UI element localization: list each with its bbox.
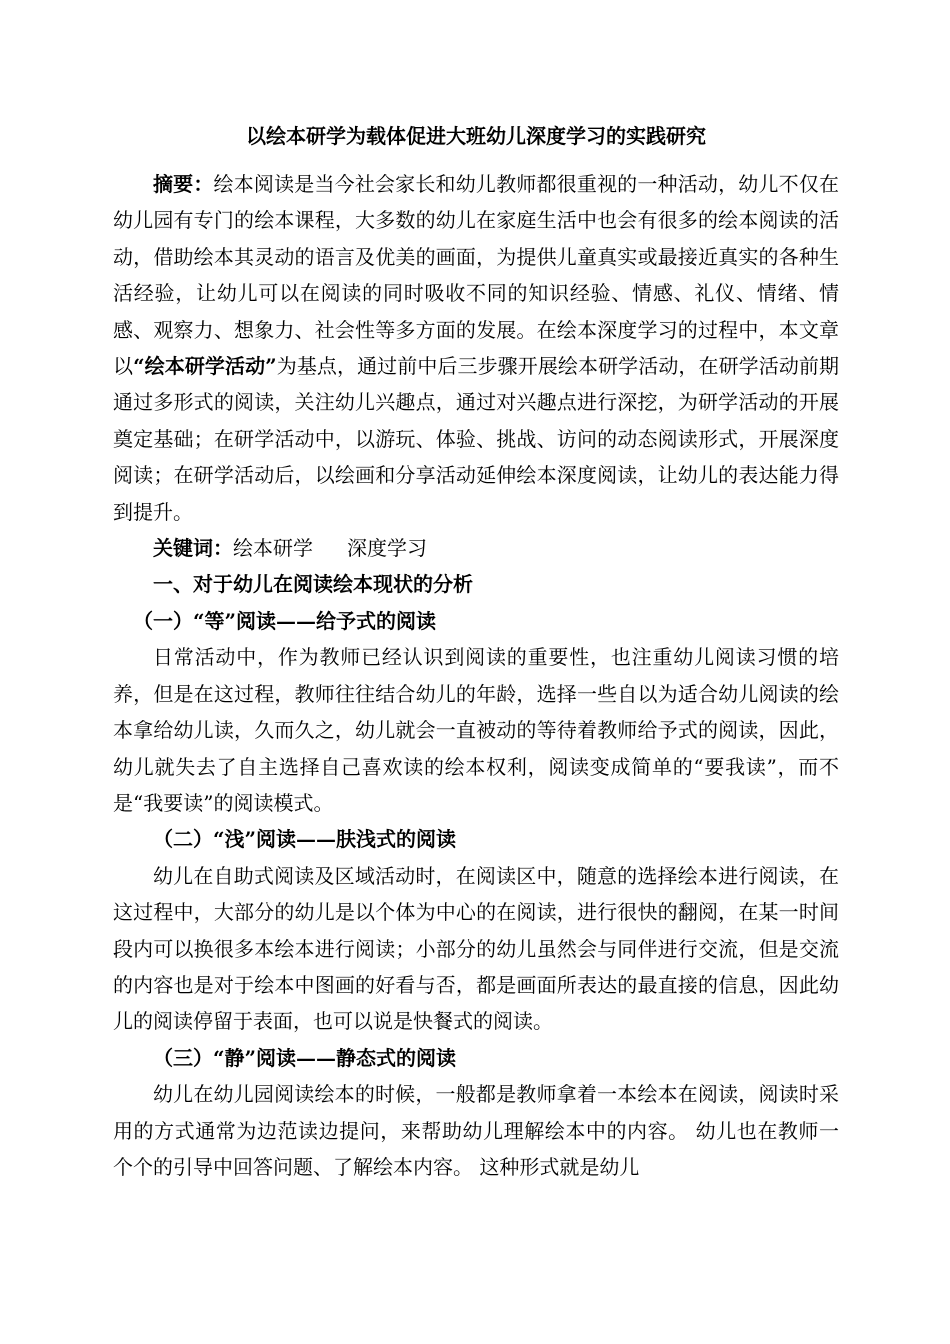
keywords-label: 关键词： [153, 536, 233, 561]
document-title: 以绘本研学为载体促进大班幼儿深度学习的实践研究 [246, 124, 706, 148]
abstract-text-part1: 绘本阅读是当今社会家长和幼儿教师都很重视的一种活动，幼儿不仅在幼儿园有专门的绘本课程，大多数的幼儿在家庭生活中也会有很多的绘本阅读的活动，借助绘本其灵动的语言及优美的画面，为提供儿童真实或最接近真实的各种生活经验，让幼儿可以在阅读的同时吸收不同的知识经验、情感、礼仪、情绪、情感、观察力、想象力、社会性等多方面的发展。在绘本深度学习的过程中，本文章以 [113, 172, 840, 379]
subsection-heading: （一）“等”阅读——给予式的阅读 [133, 608, 437, 633]
abstract-label: 摘要： [153, 172, 214, 196]
keyword-item: 绘本研学 [233, 536, 313, 561]
keywords-line [113, 530, 839, 566]
keyword-item: 深度学习 [347, 536, 427, 561]
body-paragraph: 日常活动中，作为教师已经认识到阅读的重要性，也注重幼儿阅读习惯的培养，但是在这过程，教师往往结合幼儿的年龄，选择一些自以为适合幼儿阅读的绘本拿给幼儿读，久而久之，幼儿就会一直被动的等待着教师给予式的阅读，因此，幼儿就失去了自主选择自己喜欢读的绘本权利，阅读变成简单的“要我读”，而不是“我要读”的阅读模式。 [113, 645, 839, 815]
abstract-paragraph [113, 166, 839, 530]
document-page [113, 118, 839, 1185]
body-paragraph: 幼儿在自助式阅读及区域活动时，在阅读区中，随意的选择绘本进行阅读，在这过程中，大部分的幼儿是以个体为中心的在阅读，进行很快的翻阅，在某一时间段内可以换很多本绘本进行阅读；小部分的幼儿虽然会与同伴进行交流，但是交流的内容也是对于绘本中图画的好看与否，都是画面所表达的最直接的信息，因此幼儿的阅读停留于表面，也可以说是快餐式的阅读。 [113, 863, 839, 1034]
body-paragraph: 幼儿在幼儿园阅读绘本的时候，一般都是教师拿着一本绘本在阅读，阅读时采用的方式通常为边范读边提问，来帮助幼儿理解绘本中的内容。 幼儿也在教师一个个的引导中回答问题、了解绘本内容。 这种形式就是幼儿 [113, 1082, 839, 1179]
subsection-heading: （三）“静”阅读——静态式的阅读 [153, 1045, 457, 1070]
subsection-heading: （二）“浅”阅读——肤浅式的阅读 [153, 827, 457, 852]
abstract-emphasis: “绘本研学活动” [133, 354, 277, 379]
abstract-text-part2: 为基点，通过前中后三步骤开展绘本研学活动，在研学活动前期通过多形式的阅读，关注幼儿兴趣点，通过对兴趣点进行深挖，为研学活动的开展奠定基础；在研学活动中，以游玩、体验、挑战、访问的动态阅读形式，开展深度阅读；在研学活动后，以绘画和分享活动延伸绘本深度阅读，让幼儿的表达能力得到提升。 [113, 354, 840, 524]
section-heading: 一、对于幼儿在阅读绘本现状的分析 [153, 572, 473, 597]
